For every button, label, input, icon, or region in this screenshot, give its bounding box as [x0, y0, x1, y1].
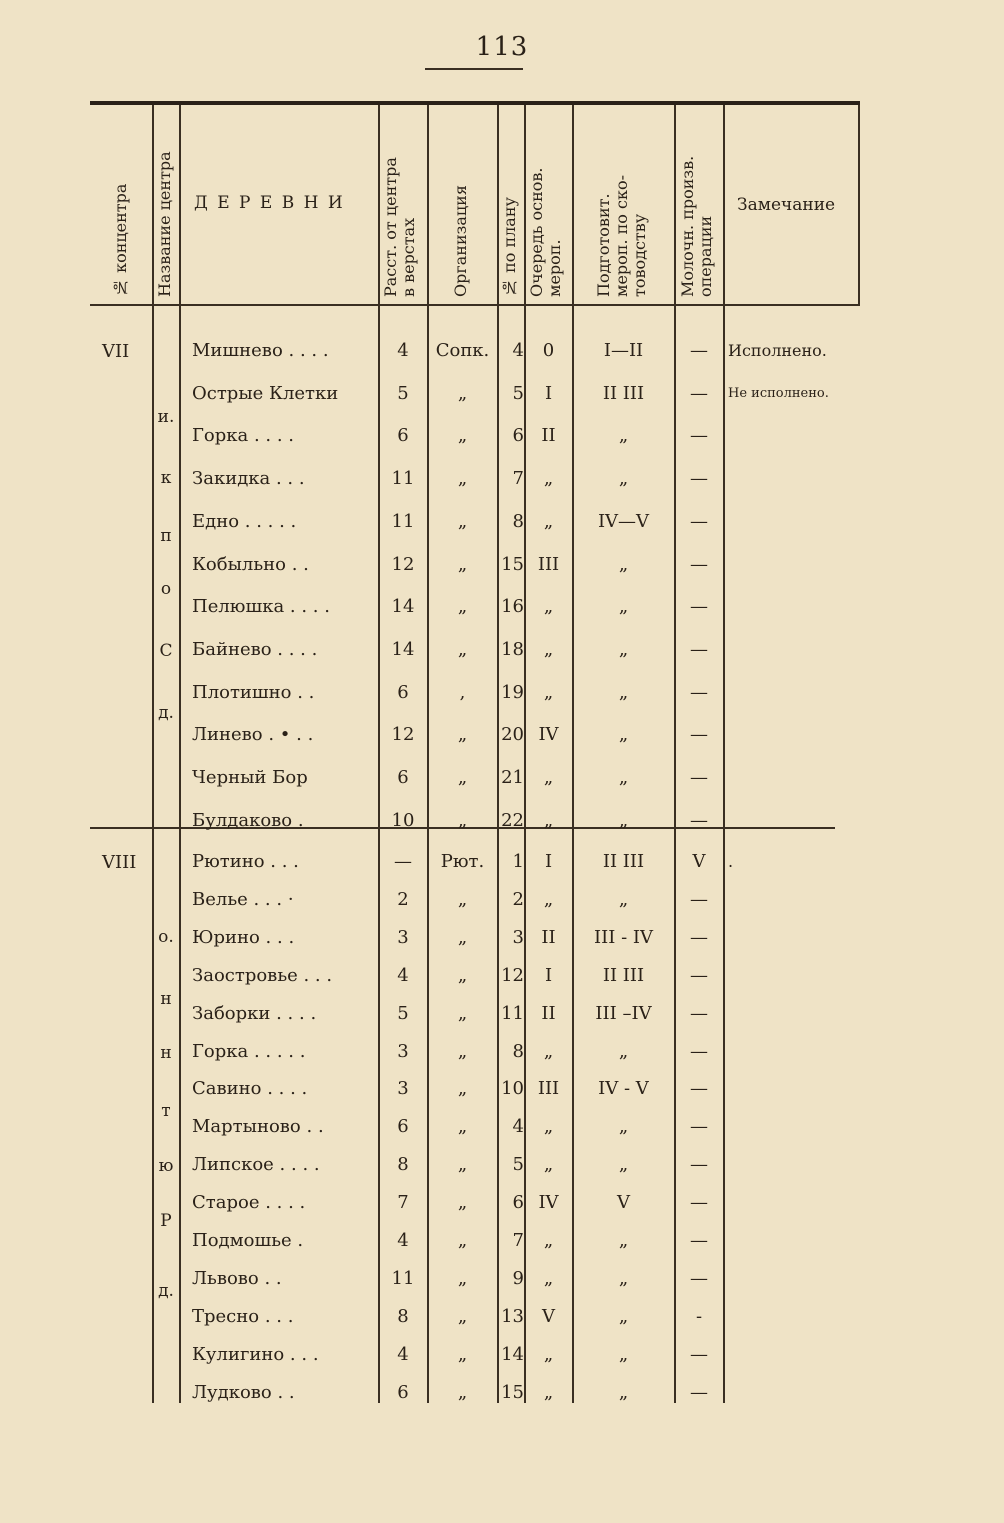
cell-village: Пелюшка . . . . [192, 596, 330, 618]
cell-org: „ [457, 964, 468, 986]
cell-village: Кобыльно . . [192, 553, 309, 575]
cell-prep: IV - V [598, 1078, 649, 1100]
cell-queue: „ [543, 1267, 554, 1289]
cell-org: „ [457, 468, 468, 490]
cell-village: Львово . . [192, 1267, 282, 1289]
cell-prep: „ [618, 681, 629, 703]
cell-plan: 4 [512, 340, 524, 361]
cell-prep: „ [618, 1116, 629, 1138]
cell-queue: II [541, 926, 556, 948]
center-letter: о. [158, 927, 174, 947]
center-letter: ю [158, 1156, 174, 1176]
cell-dist: 3 [397, 1040, 409, 1062]
concentr-no: VIII [102, 852, 137, 873]
cell-dist: 11 [391, 468, 415, 490]
cell-plan: 15 [501, 553, 524, 575]
cell-plan: 5 [512, 1154, 524, 1176]
cell-dist: 6 [397, 425, 409, 447]
cell-prep: „ [618, 1154, 629, 1176]
cell-queue: „ [543, 681, 554, 703]
cell-org: „ [457, 724, 468, 746]
cell-org: „ [457, 1154, 468, 1176]
center-letter: С [159, 641, 173, 661]
cell-org: „ [457, 1230, 468, 1251]
cell-village: Мартыново . . [192, 1116, 324, 1138]
cell-queue: „ [543, 1343, 554, 1365]
cell-plan: 8 [512, 1040, 524, 1062]
cell-queue: „ [543, 638, 554, 660]
cell-queue: „ [543, 1116, 554, 1138]
cell-plan: 19 [501, 681, 524, 703]
cell-dairy: - [695, 1305, 703, 1327]
cell-dist: 5 [397, 382, 409, 404]
cell-village: Велье . . . · [192, 888, 294, 910]
cell-dairy: — [690, 596, 708, 618]
cell-prep: „ [618, 638, 629, 660]
header-plan-no: № по плану [500, 197, 519, 297]
center-letter: т [161, 1101, 171, 1121]
col-rule [179, 105, 181, 1403]
cell-plan: 22 [501, 809, 524, 831]
villages-table [90, 101, 860, 1403]
cell-plan: 10 [501, 1078, 524, 1100]
cell-plan: 6 [512, 425, 524, 447]
cell-dairy: — [690, 638, 708, 660]
cell-org: „ [457, 510, 468, 532]
cell-village: Рютино . . . [192, 851, 299, 872]
cell-village: Булдаково . [192, 809, 304, 831]
cell-plan: 21 [501, 767, 524, 788]
cell-dairy: — [690, 1154, 708, 1176]
cell-dist: 4 [397, 340, 409, 361]
cell-dairy: — [690, 767, 708, 788]
cell-dist: 5 [397, 1002, 409, 1024]
cell-prep: II III [602, 382, 645, 404]
cell-remark: . [728, 852, 734, 871]
cell-plan: 15 [501, 1381, 524, 1403]
cell-prep: „ [618, 553, 629, 575]
cell-queue: V [542, 1305, 555, 1327]
center-letter: о [160, 579, 172, 599]
header-distance: Расст. от центра в верстах [381, 157, 418, 297]
cell-prep: „ [618, 809, 629, 831]
cell-prep: II III [602, 851, 645, 872]
cell-dairy: — [690, 1381, 708, 1403]
col-rule [723, 105, 725, 1403]
cell-org: , [459, 681, 466, 703]
cell-dist: 2 [397, 888, 409, 910]
cell-queue: „ [543, 468, 554, 490]
cell-prep: „ [618, 1230, 629, 1251]
cell-org: Сопк. [435, 340, 490, 361]
cell-org: „ [457, 1305, 468, 1327]
cell-plan: 6 [512, 1192, 524, 1214]
cell-dist: 14 [391, 638, 415, 660]
cell-org: „ [457, 809, 468, 831]
cell-prep: „ [618, 767, 629, 788]
cell-dist: 11 [391, 1267, 415, 1289]
cell-org: „ [457, 1116, 468, 1138]
cell-queue: I [544, 382, 553, 404]
cell-plan: 3 [512, 926, 524, 948]
cell-plan: 7 [512, 1230, 524, 1251]
cell-dist: 12 [391, 724, 415, 746]
cell-village: Линево . • . . [192, 724, 314, 746]
cell-village: Горка . . . . . [192, 1040, 306, 1062]
cell-org: „ [457, 382, 468, 404]
cell-org: „ [457, 596, 468, 618]
cell-dist: 8 [397, 1154, 409, 1176]
cell-prep: IV—V [597, 510, 650, 532]
cell-queue: III [537, 553, 560, 575]
cell-village: Мишнево . . . . [192, 340, 329, 361]
cell-dairy: — [690, 1343, 708, 1365]
center-letter: к [160, 468, 172, 488]
header-dairy: Молочн. произв. операции [678, 155, 715, 297]
cell-dist: 6 [397, 767, 409, 788]
cell-plan: 12 [501, 964, 524, 986]
cell-village: Юрино . . . [192, 926, 295, 948]
cell-village: Кулигино . . . [192, 1343, 319, 1365]
col-rule [858, 105, 860, 305]
header-queue: Очередь основ. мероп. [527, 167, 564, 297]
header-concentr-no: № концентра [111, 183, 130, 297]
cell-queue: I [544, 964, 553, 986]
cell-dist: — [394, 851, 412, 872]
cell-queue: IV [538, 1192, 559, 1214]
cell-prep: V [617, 1192, 630, 1214]
cell-org: „ [457, 767, 468, 788]
cell-plan: 11 [501, 1002, 524, 1024]
cell-queue: IV [538, 724, 559, 746]
cell-prep: „ [618, 1381, 629, 1403]
cell-prep: „ [618, 1343, 629, 1365]
cell-dairy: — [690, 964, 708, 986]
cell-org: „ [457, 1002, 468, 1024]
cell-org: „ [457, 1381, 468, 1403]
cell-plan: 18 [501, 638, 524, 660]
cell-plan: 14 [501, 1343, 524, 1365]
cell-queue: II [541, 425, 556, 447]
cell-dairy: — [690, 1192, 708, 1214]
cell-dairy: — [690, 468, 708, 490]
center-letter: н [160, 1043, 172, 1063]
cell-prep: „ [618, 596, 629, 618]
cell-queue: II [541, 1002, 556, 1024]
header-bottom-rule [90, 304, 860, 306]
cell-prep: III - IV [594, 926, 653, 948]
cell-dist: 14 [391, 596, 415, 618]
cell-village: Савино . . . . [192, 1078, 308, 1100]
cell-plan: 4 [512, 1116, 524, 1138]
cell-dist: 11 [391, 510, 415, 532]
cell-village: Липское . . . . [192, 1154, 320, 1176]
cell-queue: „ [543, 1154, 554, 1176]
cell-org: „ [457, 1040, 468, 1062]
center-letter: Р [160, 1211, 172, 1231]
cell-dist: 3 [397, 926, 409, 948]
cell-prep: „ [618, 1040, 629, 1062]
cell-village: Байнево . . . . [192, 638, 318, 660]
cell-dairy: — [690, 510, 708, 532]
cell-dairy: — [690, 1267, 708, 1289]
center-letter: н [160, 989, 172, 1009]
cell-prep: „ [618, 724, 629, 746]
cell-dairy: — [690, 809, 708, 831]
cell-dist: 4 [397, 1230, 409, 1251]
cell-queue: „ [543, 1381, 554, 1403]
cell-dairy: — [690, 681, 708, 703]
cell-org: „ [457, 1192, 468, 1214]
cell-dist: 3 [397, 1078, 409, 1100]
cell-dist: 4 [397, 1343, 409, 1365]
center-letter: д. [158, 1281, 174, 1301]
cell-queue: „ [543, 888, 554, 910]
cell-dist: 6 [397, 681, 409, 703]
cell-dairy: — [690, 1002, 708, 1024]
cell-queue: „ [543, 596, 554, 618]
center-letter: п [160, 526, 172, 546]
header-villages: Д Е Р Е В Н И [194, 193, 345, 213]
cell-org: „ [457, 638, 468, 660]
cell-plan: 13 [501, 1305, 524, 1327]
cell-org: Рют. [440, 851, 485, 872]
cell-village: Заостровье . . . [192, 964, 333, 986]
cell-dairy: — [690, 926, 708, 948]
cell-dist: 6 [397, 1116, 409, 1138]
cell-queue: „ [543, 1230, 554, 1251]
cell-village: Заборки . . . . [192, 1002, 317, 1024]
cell-dairy: — [690, 553, 708, 575]
cell-dairy: — [690, 724, 708, 746]
cell-plan: 1 [512, 851, 524, 872]
cell-remark: Исполнено. [728, 341, 827, 360]
cell-org: „ [457, 926, 468, 948]
page-number-rule [425, 68, 523, 70]
cell-village: Едно . . . . . [192, 510, 297, 532]
cell-org: „ [457, 425, 468, 447]
cell-dairy: — [690, 888, 708, 910]
cell-dist: 7 [397, 1192, 409, 1214]
cell-dairy: — [690, 340, 708, 361]
cell-plan: 20 [501, 724, 524, 746]
page-number: 113 [475, 32, 529, 62]
center-letter: и. [157, 407, 175, 427]
cell-village: Плотишно . . [192, 681, 315, 703]
cell-queue: 0 [542, 340, 555, 361]
cell-org: „ [457, 1343, 468, 1365]
header-center-name: Название центра [155, 151, 174, 297]
cell-dist: 12 [391, 553, 415, 575]
cell-remark: Не исполнено. [728, 385, 829, 401]
cell-org: „ [457, 553, 468, 575]
cell-dist: 8 [397, 1305, 409, 1327]
cell-dairy: — [690, 1078, 708, 1100]
cell-prep: III –IV [595, 1002, 652, 1024]
cell-queue: III [537, 1078, 560, 1100]
cell-queue: „ [543, 767, 554, 788]
table-top-rule [90, 101, 860, 105]
cell-dist: 4 [397, 964, 409, 986]
cell-plan: 9 [512, 1267, 524, 1289]
cell-village: Лудково . . [192, 1381, 295, 1403]
cell-queue: I [544, 851, 553, 872]
cell-dairy: V [692, 851, 706, 872]
header-remark: Замечание [737, 195, 836, 215]
cell-queue: „ [543, 1040, 554, 1062]
cell-dairy: — [690, 1116, 708, 1138]
cell-dairy: — [690, 425, 708, 447]
cell-plan: 5 [512, 382, 524, 404]
cell-prep: „ [618, 1267, 629, 1289]
cell-dairy: — [690, 1230, 708, 1251]
cell-plan: 16 [501, 596, 524, 618]
cell-dist: 10 [391, 809, 415, 831]
cell-org: „ [457, 1078, 468, 1100]
cell-plan: 2 [512, 888, 524, 910]
concentr-no: VII [102, 341, 130, 362]
col-rule [152, 105, 154, 1403]
cell-prep: „ [618, 888, 629, 910]
cell-prep: II III [602, 964, 645, 986]
cell-village: Подмошье . [192, 1230, 304, 1251]
cell-village: Острые Клетки [192, 382, 339, 404]
cell-queue: „ [543, 510, 554, 532]
cell-village: Тресно . . . [192, 1305, 294, 1327]
cell-prep: „ [618, 1305, 629, 1327]
cell-org: „ [457, 1267, 468, 1289]
cell-village: Закидка . . . [192, 468, 305, 490]
header-organization: Организация [451, 185, 470, 297]
cell-village: Старое . . . . [192, 1192, 306, 1214]
cell-dist: 6 [397, 1381, 409, 1403]
cell-prep: „ [618, 468, 629, 490]
cell-dairy: — [690, 382, 708, 404]
cell-dairy: — [690, 1040, 708, 1062]
cell-plan: 7 [512, 468, 524, 490]
cell-prep: I—II [603, 340, 644, 361]
cell-prep: „ [618, 425, 629, 447]
header-prep: Подготовит. мероп. по ско- товодству [594, 174, 649, 297]
center-letter: д. [158, 703, 174, 723]
cell-village: Горка . . . . [192, 425, 295, 447]
cell-village: Черный Бор [192, 767, 308, 788]
cell-plan: 8 [512, 510, 524, 532]
cell-org: „ [457, 888, 468, 910]
cell-queue: „ [543, 809, 554, 831]
